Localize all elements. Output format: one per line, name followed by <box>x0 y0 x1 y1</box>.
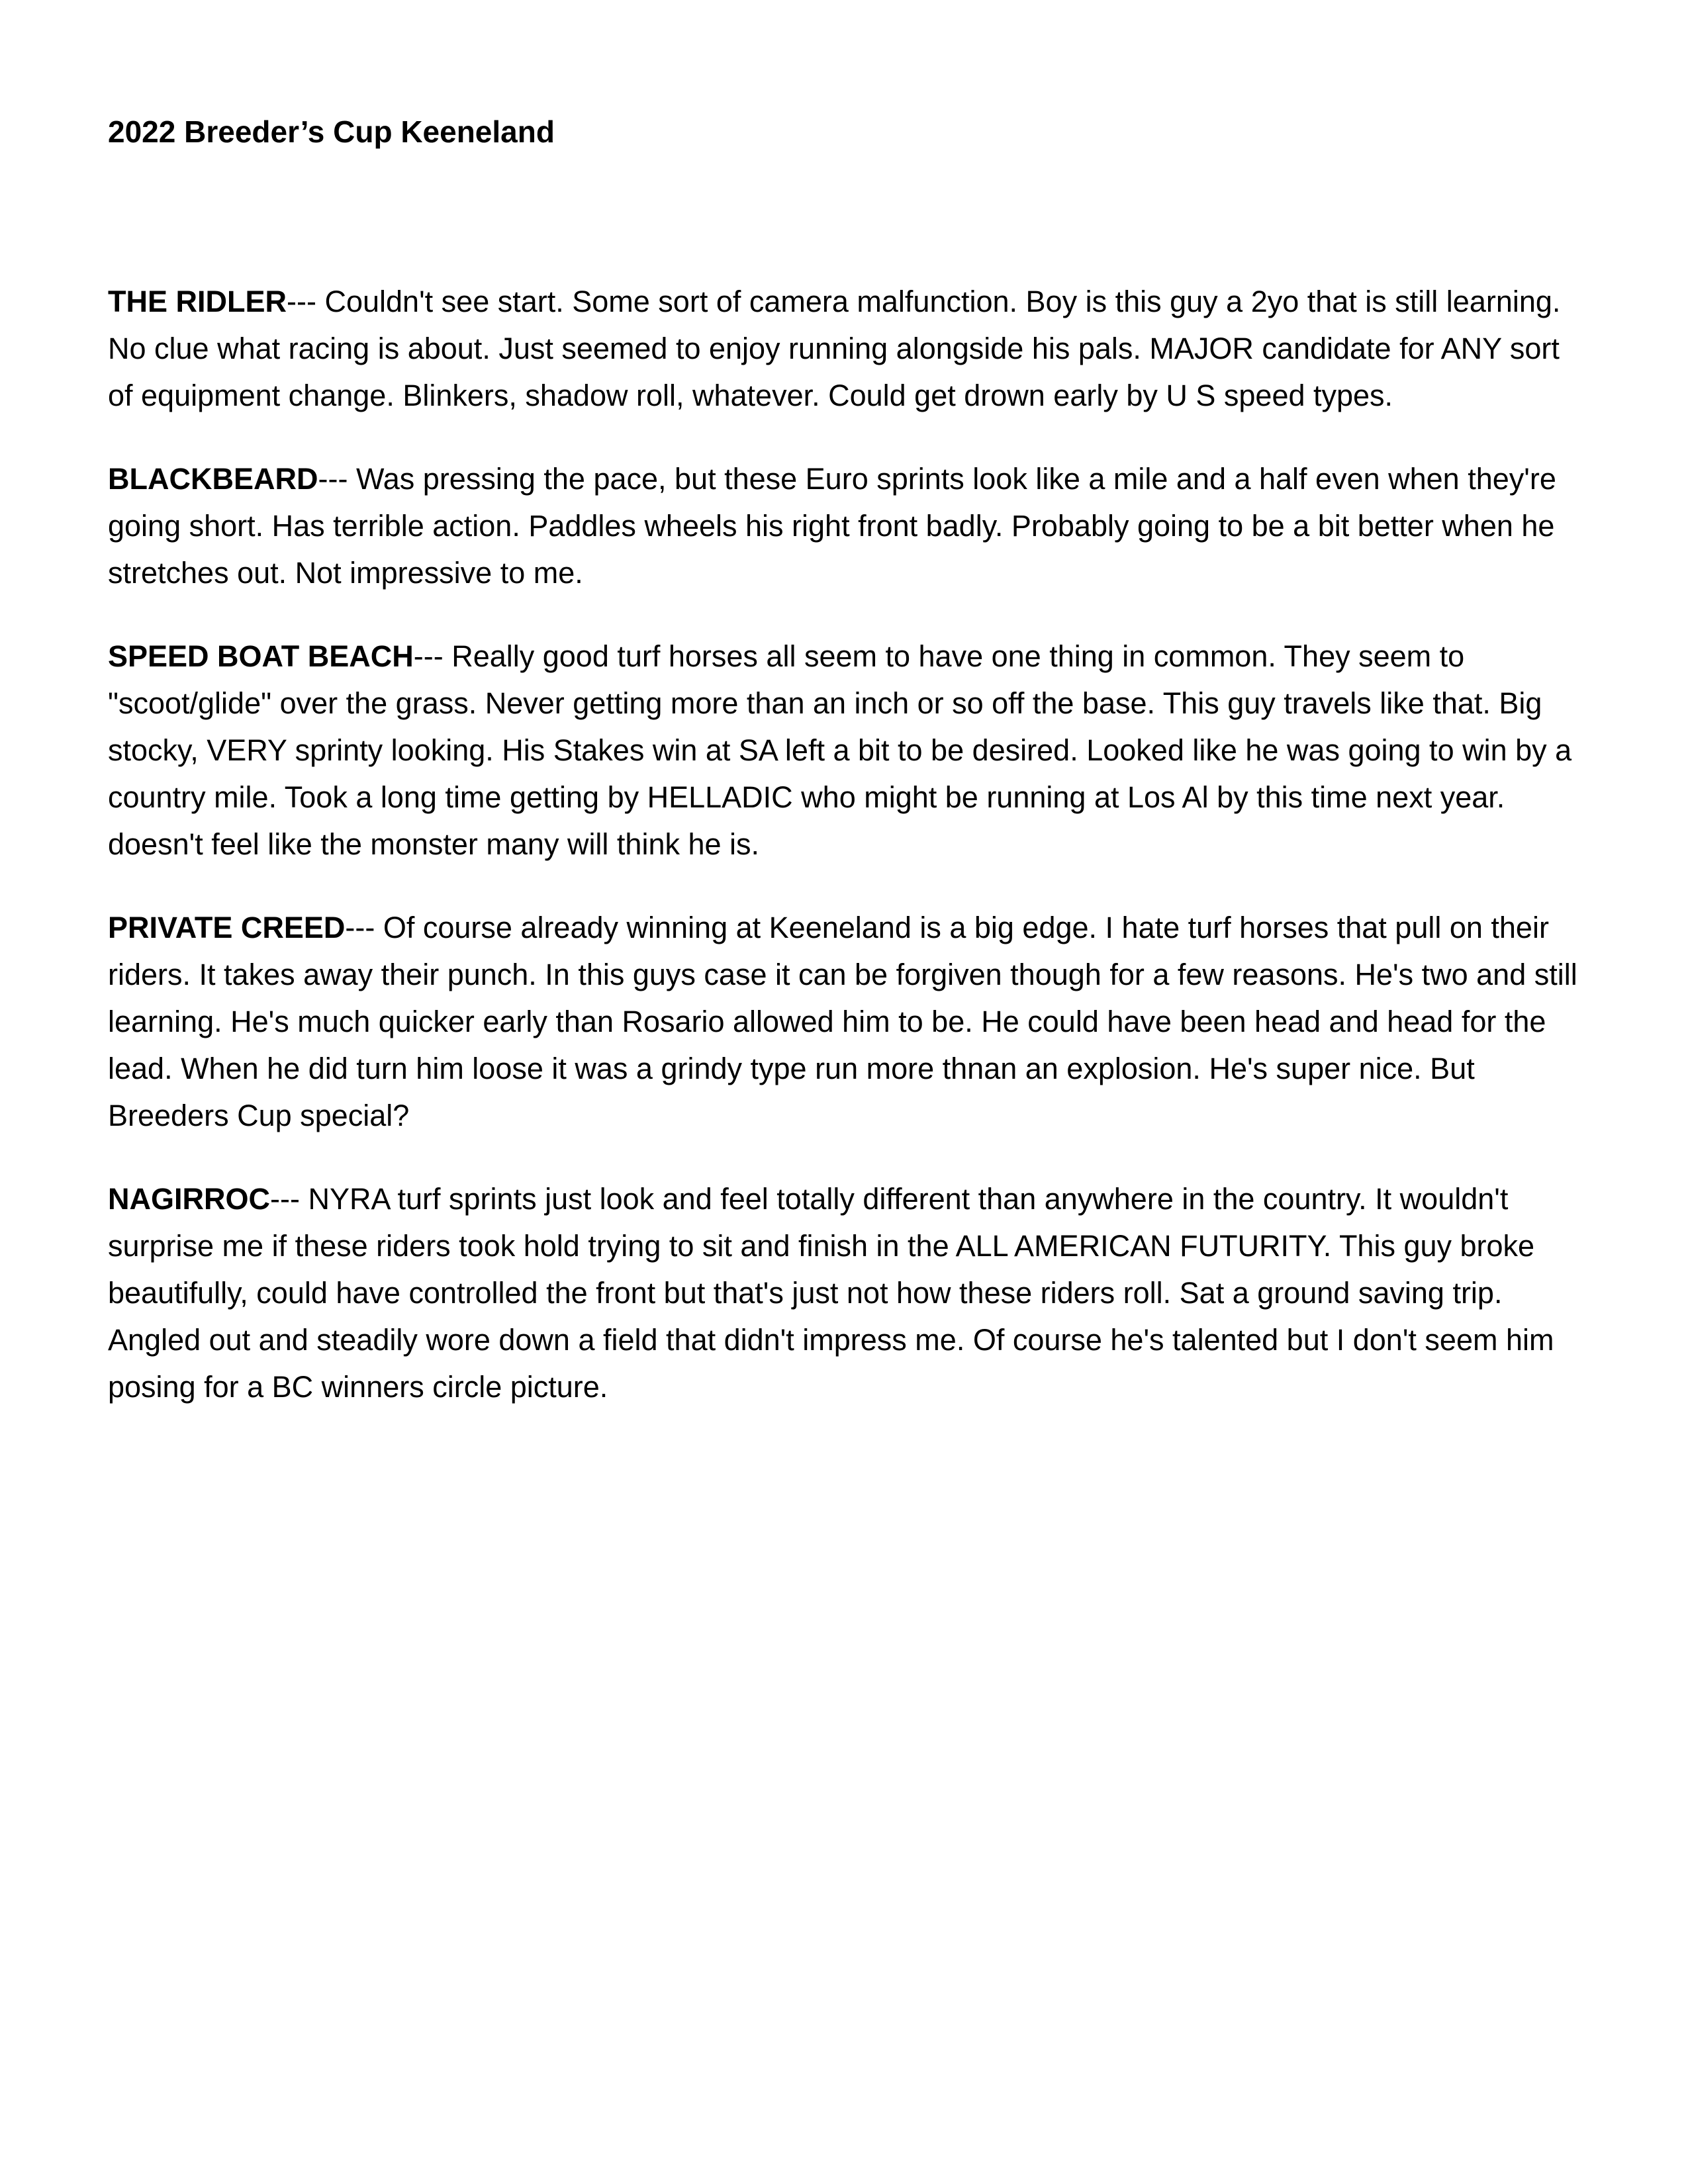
horse-comment: Of course already winning at Keeneland is a big edge. I hate turf horses that pull on their riders. It takes away their punch. In this guys case it can be forgiven though for a few reasons. He's two and still learning. He's much quicker early than Rosario allowed him to be. He could have been head and head for the lead. When he did turn him loose it was a grindy type run more thnan an explosion. He's super nice. But Breeders Cup special? <box>108 911 1577 1132</box>
separator: --- <box>270 1182 300 1216</box>
document-title: 2022 Breeder’s Cup Keeneland <box>108 114 555 149</box>
separator: --- <box>287 285 316 318</box>
horse-name: BLACKBEARD <box>108 462 318 496</box>
horse-note <box>108 633 1591 868</box>
horse-name: THE RIDLER <box>108 285 287 318</box>
horse-name: PRIVATE CREED <box>108 911 346 944</box>
separator: --- <box>413 639 444 673</box>
horse-note <box>108 1175 1591 1410</box>
horse-comment: Was pressing the pace, but these Euro sprints look like a mile and a half even when they're going short. Has terrible action. Paddles wheels his right front badly. Probably going to be a bit better when he stretches out. Not impressive to me. <box>108 462 1556 590</box>
horse-comment: Really good turf horses all seem to have one thing in common. They seem to "scoot/glide" over the grass. Never getting more than an inch or so off the base. This guy travels like that. Big stocky, VERY sprinty looking. His Stakes win at SA left a bit to be desired. Looked like he was going to win by a country mile. Took a long time getting by HELLADIC who might be running at Los Al by this time next year. doesn't feel like the monster many will think he is. <box>108 639 1572 861</box>
horse-notes <box>108 278 1591 1447</box>
separator: --- <box>345 911 375 944</box>
horse-name: NAGIRROC <box>108 1182 270 1216</box>
horse-note <box>108 904 1591 1139</box>
horse-comment: NYRA turf sprints just look and feel totally different than anywhere in the country. It wouldn't surprise me if these riders took hold trying to sit and finish in the ALL AMERICAN FUTURITY. This guy broke beautifully, could have controlled the front but that's just not how these riders roll. Sat a ground saving trip. Angled out and steadily wore down a field that didn't impress me. Of course he's talented but I don't seem him posing for a BC winners circle picture. <box>108 1182 1554 1404</box>
horse-name: SPEED BOAT BEACH <box>108 639 414 673</box>
horse-note <box>108 278 1591 419</box>
horse-comment: Couldn't see start. Some sort of camera malfunction. Boy is this guy a 2yo that is still learning. No clue what racing is about. Just seemed to enjoy running alongside his pals. MAJOR candidate for ANY sort of equipment change. Blinkers, shadow roll, whatever. Could get drown early by U S speed types. <box>108 285 1561 412</box>
horse-note <box>108 455 1591 596</box>
separator: --- <box>318 462 348 496</box>
